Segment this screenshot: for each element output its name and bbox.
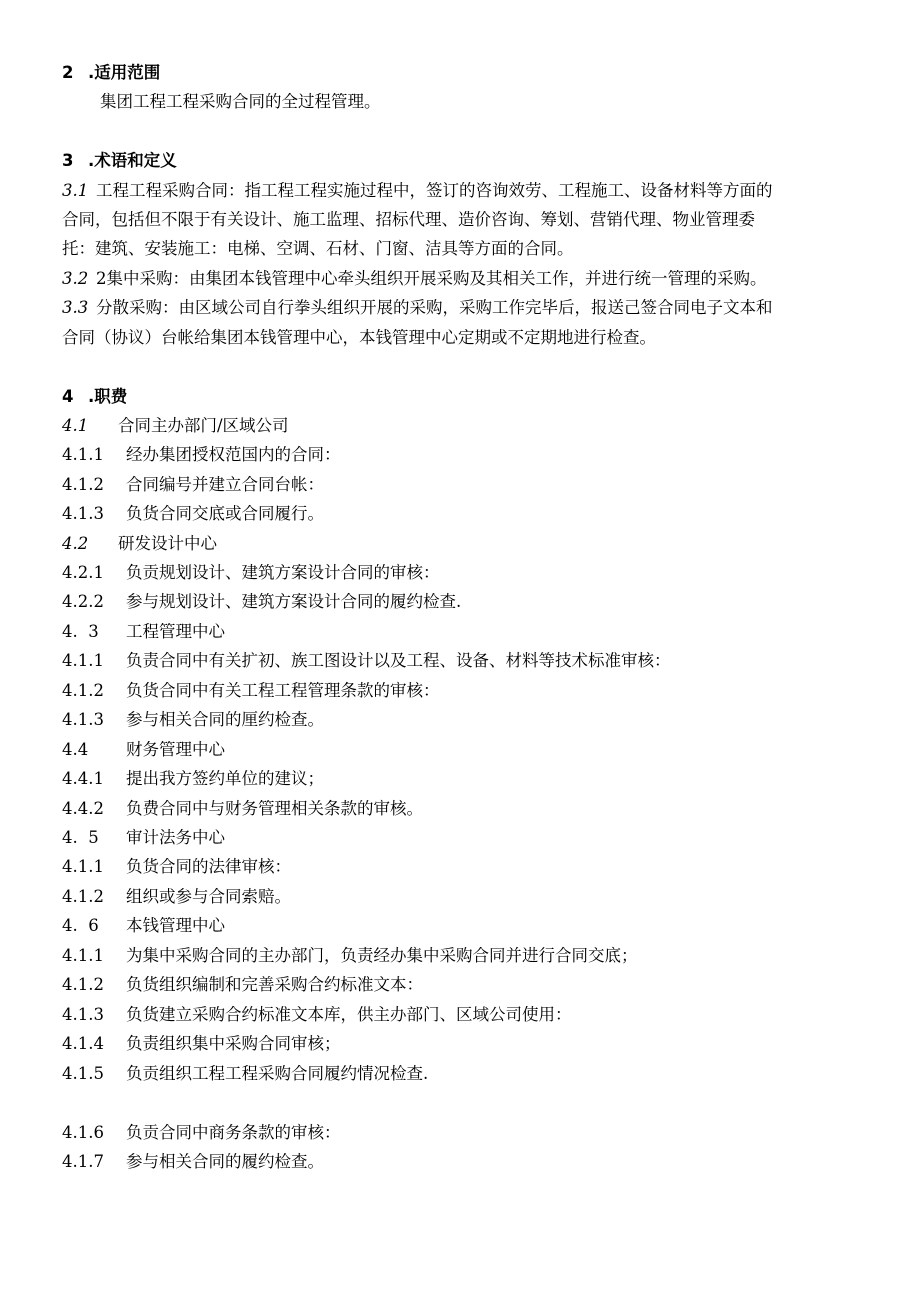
item-text: 负责合同中有关扩初、族工图设计以及工程、设备、材料等技术标准审核：: [126, 651, 671, 670]
section-title: .术语和定义: [88, 151, 177, 170]
item-number: 4.1.2: [62, 887, 104, 906]
item-number: 4.1: [62, 416, 89, 435]
item-text: 参与相关合同的履约检查。: [126, 1152, 324, 1171]
definition-3-1-cont: 合同，包括但不限于有关设计、施工监理、招标代理、造价咨询、筹划、营销代理、物业管理委: [62, 210, 755, 229]
definition-3-2: [62, 268, 767, 290]
item-text: 工程管理中心: [126, 622, 225, 641]
section-2-body: 集团工程工程采购合同的全过程管理。: [100, 92, 381, 111]
duty-item: [62, 1004, 572, 1026]
section-title: .适用范围: [88, 63, 161, 82]
duty-item: [62, 1122, 341, 1144]
duty-item: [62, 415, 289, 437]
item-number: 4. 3: [62, 622, 99, 641]
duty-item: [62, 680, 440, 702]
item-text: 负责组织集中采购合同审核；: [126, 1034, 341, 1053]
duty-item: [62, 798, 423, 820]
duty-item: [62, 1063, 428, 1085]
item-number: 4.4.2: [62, 799, 104, 818]
duty-item: [62, 591, 461, 613]
item-number: 4.2.2: [62, 592, 104, 611]
item-text: 本钱管理中心: [126, 916, 225, 935]
item-text: 审计法务中心: [126, 828, 225, 847]
item-text: 组织或参与合同索赔。: [126, 887, 291, 906]
clause-text: 2集中采购：由集团本钱管理中心牵头组织开展采购及其相关工作，并进行统一管理的采购。: [96, 269, 767, 288]
item-number: 4.1.1: [62, 445, 104, 464]
section-number: 3: [62, 151, 74, 170]
item-number: 4.1.2: [62, 475, 104, 494]
item-number: 4.1.1: [62, 857, 104, 876]
duty-item: [62, 856, 291, 878]
duty-item: [62, 1151, 324, 1173]
section-3-heading: [62, 150, 177, 172]
item-text: 合同编号并建立合同台帐：: [126, 475, 324, 494]
item-text: 财务管理中心: [126, 740, 225, 759]
duty-item: [62, 650, 671, 672]
item-number: 4.1.1: [62, 946, 104, 965]
item-text: 负贡规划设计、建筑方案设计合同的审核：: [126, 563, 440, 582]
item-text: 参与规划设计、建筑方案设计合同的履约检查.: [126, 592, 462, 611]
duty-item: [62, 533, 217, 555]
item-number: 4.1.4: [62, 1034, 104, 1053]
duty-item: [62, 827, 225, 849]
item-number: 4. 6: [62, 916, 99, 935]
item-number: 4.4: [62, 740, 89, 759]
clause-number: 3.1: [62, 181, 89, 200]
duty-item: [62, 503, 324, 525]
duty-item: [62, 739, 225, 761]
item-number: 4.1.5: [62, 1064, 104, 1083]
item-text: 负贡合同中商务条款的审核：: [126, 1123, 341, 1142]
duty-item: [62, 444, 341, 466]
item-text: 负货组织编制和完善采购合约标准文本：: [126, 975, 423, 994]
duty-item: [62, 768, 324, 790]
item-text: 经办集团授权范国内的合同：: [126, 445, 341, 464]
item-number: 4.1.3: [62, 1005, 104, 1024]
item-text: 为集中采购合同的主办部门，负责经办集中采购合同并进行合同交底；: [126, 946, 638, 965]
clause-text: 分散采购：由区域公司自行拳头组织开展的采购，采购工作完毕后，报送己签合同电子文本和: [96, 298, 773, 317]
section-number: 2: [62, 63, 74, 82]
duty-item: [62, 945, 638, 967]
item-text: 研发设计中心: [118, 534, 217, 553]
section-number: 4: [62, 387, 74, 406]
section-4-heading: [62, 386, 127, 408]
section-title: .职费: [88, 387, 128, 406]
item-text: 提出我方签约单位的建议；: [126, 769, 324, 788]
item-text: 负货合同交底或合同履行。: [126, 504, 324, 523]
item-number: 4.1.7: [62, 1152, 104, 1171]
item-number: 4.1.3: [62, 504, 104, 523]
duty-item: [62, 974, 423, 996]
definition-3-3-cont: 合同（协议）台帐给集团本钱管理中心，本钱管理中心定期或不定期地进行检查。: [62, 328, 656, 347]
item-number: 4.2: [62, 534, 89, 553]
item-number: 4.1.6: [62, 1123, 104, 1142]
item-number: 4. 5: [62, 828, 99, 847]
item-number: 4.1.2: [62, 681, 104, 700]
duty-item: [62, 1033, 341, 1055]
clause-number: 3.2: [62, 269, 89, 288]
definition-3-1: [62, 180, 773, 202]
item-number: 4.4.1: [62, 769, 104, 788]
item-number: 4.1.3: [62, 710, 104, 729]
item-text: 参与相关合同的厘约检查。: [126, 710, 324, 729]
item-text: 负货合同中有关工程工程管理条款的审核：: [126, 681, 440, 700]
section-2-heading: [62, 62, 160, 84]
item-number: 4.1.2: [62, 975, 104, 994]
definition-3-1-cont: 托：建筑、安装施工：电梯、空调、石材、门窗、洁具等方面的合同。: [62, 239, 574, 258]
item-number: 4.1.1: [62, 651, 104, 670]
item-text: 合同主办部门/区域公司: [118, 416, 289, 435]
item-number: 4.2.1: [62, 563, 104, 582]
duty-item: [62, 621, 225, 643]
item-text: 负贡组织工程工程采购合同履约情况检查.: [126, 1064, 429, 1083]
duty-item: [62, 915, 225, 937]
item-text: 负费合同中与财务管理相关条款的审核。: [126, 799, 423, 818]
definition-3-3: [62, 297, 773, 319]
clause-number: 3.3: [62, 298, 89, 317]
clause-text: 工程工程采购合同：指工程工程实施过程中，签订的咨询效劳、工程施工、设备材料等方面的: [96, 181, 773, 200]
duty-item: [62, 562, 440, 584]
item-text: 负货合同的法律审核：: [126, 857, 291, 876]
duty-item: [62, 474, 324, 496]
item-text: 负货建立采购合约标准文本库，供主办部门、区域公司使用：: [126, 1005, 572, 1024]
duty-item: [62, 709, 324, 731]
duty-item: [62, 886, 291, 908]
